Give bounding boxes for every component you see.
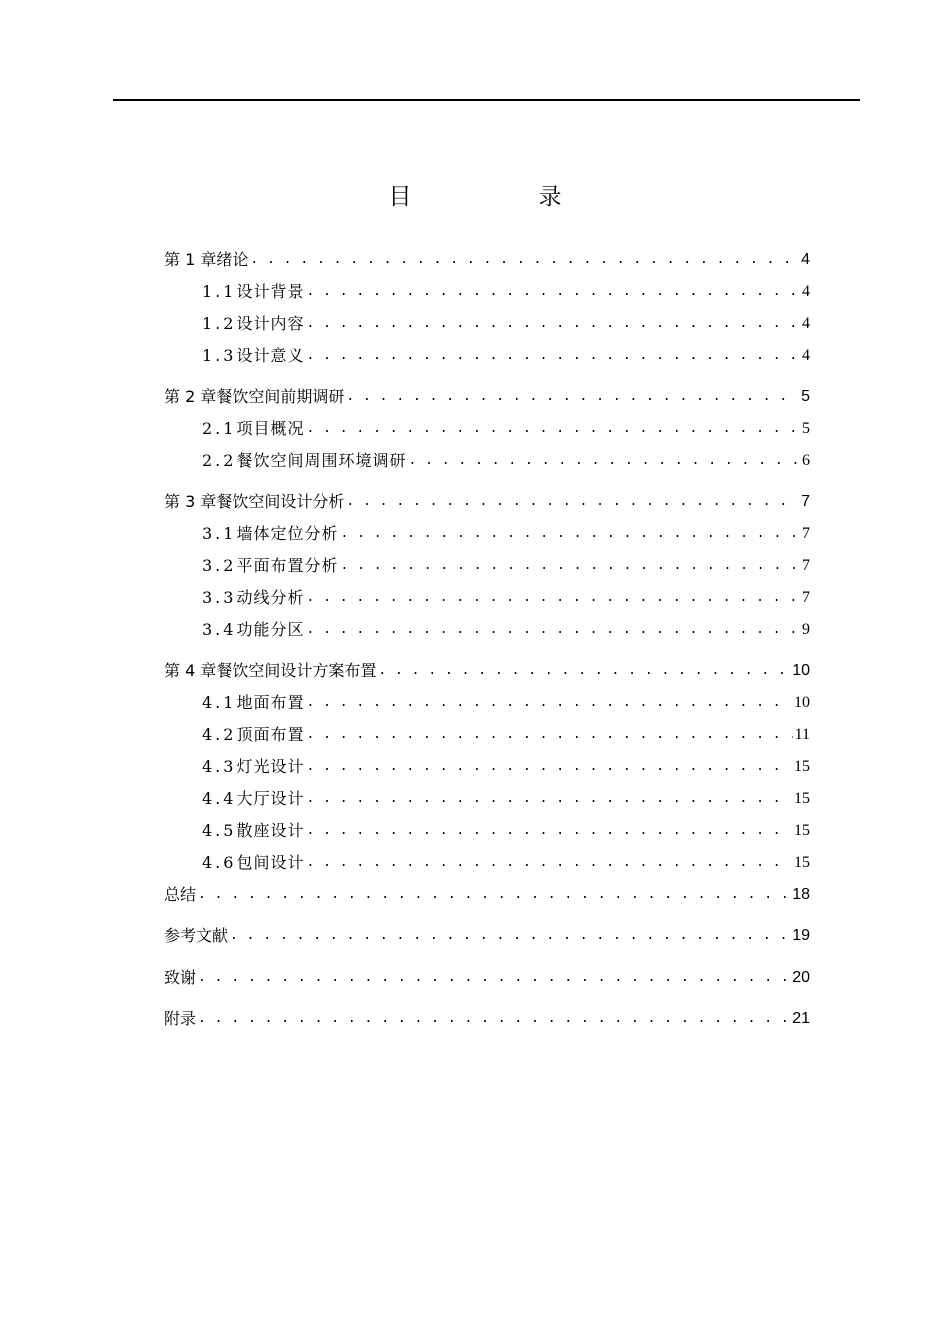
- dot-leader: [346, 386, 799, 408]
- toc-page: 7: [802, 525, 810, 542]
- toc-label: 餐饮空间设计方案布置: [216, 661, 377, 680]
- toc-entry[interactable]: [202, 820, 810, 842]
- toc-label: 设计意义: [236, 346, 305, 365]
- toc-entry[interactable]: [202, 313, 810, 335]
- toc-label: 餐饮空间设计分析: [216, 492, 345, 511]
- toc-label: 餐饮空间前期调研: [216, 387, 345, 406]
- toc-entry[interactable]: [164, 967, 810, 989]
- toc-label: 散座设计: [236, 821, 305, 840]
- toc-label: 项目概况: [236, 419, 305, 438]
- toc-entry[interactable]: [164, 249, 810, 271]
- toc-number: 3.3: [202, 588, 237, 607]
- toc-number: 第 1 章: [164, 250, 217, 269]
- dot-leader: [306, 692, 792, 714]
- toc-entry[interactable]: [202, 418, 810, 440]
- toc-entry[interactable]: [164, 925, 810, 947]
- dot-leader: [230, 925, 790, 947]
- toc-entry[interactable]: [202, 523, 810, 545]
- dot-leader: [346, 491, 799, 513]
- toc-label: 设计内容: [236, 314, 305, 333]
- toc-label: 致谢: [164, 968, 197, 987]
- toc-entry[interactable]: [164, 386, 810, 408]
- dot-leader: [306, 313, 800, 335]
- toc-number: 第 2 章: [164, 387, 217, 406]
- toc-page: 4: [801, 251, 810, 268]
- dot-leader: [306, 418, 800, 440]
- toc-page: 18: [792, 886, 810, 903]
- dot-leader: [306, 724, 792, 746]
- toc-label: 动线分析: [236, 588, 305, 607]
- toc-page: 15: [794, 822, 810, 839]
- toc-page: 9: [802, 621, 810, 638]
- toc-number: 4.3: [202, 757, 237, 776]
- toc-number: 4.5: [202, 821, 237, 840]
- toc-entry[interactable]: [202, 281, 810, 303]
- toc-label: 灯光设计: [236, 757, 305, 776]
- toc-number: 2.2: [202, 451, 237, 470]
- toc-label: 墙体定位分析: [236, 524, 339, 543]
- toc-entry[interactable]: [202, 756, 810, 778]
- toc-page: 15: [794, 758, 810, 775]
- toc-number: 第 3 章: [164, 492, 217, 511]
- toc-page: 15: [794, 790, 810, 807]
- toc-number: 1.2: [202, 314, 237, 333]
- toc-label: 大厅设计: [236, 789, 305, 808]
- toc-entry[interactable]: [202, 692, 810, 714]
- toc-number: 4.2: [202, 725, 237, 744]
- toc-entry[interactable]: [202, 852, 810, 874]
- dot-leader: [250, 249, 799, 271]
- toc-page: 20: [792, 969, 810, 986]
- toc-number: 4.6: [202, 853, 237, 872]
- toc-label: 设计背景: [236, 282, 305, 301]
- toc-entry[interactable]: [202, 788, 810, 810]
- toc-page: 7: [802, 589, 810, 606]
- dot-leader: [306, 345, 800, 367]
- toc-page: 4: [802, 283, 810, 300]
- toc-label: 顶面布置: [236, 725, 305, 744]
- toc-label: 总结: [164, 885, 197, 904]
- dot-leader: [340, 555, 800, 577]
- toc-page: 4: [802, 315, 810, 332]
- dot-leader: [408, 450, 800, 472]
- dot-leader: [198, 884, 790, 906]
- toc-entry[interactable]: [202, 619, 810, 641]
- dot-leader: [306, 281, 800, 303]
- toc-page: 6: [802, 452, 810, 469]
- toc-label: 包间设计: [236, 853, 305, 872]
- toc-page: 4: [802, 347, 810, 364]
- toc-page: 5: [801, 388, 810, 405]
- toc-entry[interactable]: [202, 450, 810, 472]
- toc-page: 11: [794, 726, 810, 743]
- dot-leader: [378, 660, 790, 682]
- toc-page: 19: [792, 927, 810, 944]
- toc-page: 7: [801, 493, 810, 510]
- toc-entry[interactable]: [164, 1008, 810, 1030]
- dot-leader: [306, 587, 800, 609]
- toc-number: 3.1: [202, 524, 237, 543]
- toc-entry[interactable]: [164, 491, 810, 513]
- toc-page: 10: [794, 694, 810, 711]
- dot-leader: [306, 619, 800, 641]
- toc-page: 7: [802, 557, 810, 574]
- page-title: 目 录: [388, 184, 614, 210]
- toc-page: 5: [802, 420, 810, 437]
- dot-leader: [306, 852, 792, 874]
- dot-leader: [306, 756, 792, 778]
- toc-label: 地面布置: [236, 693, 305, 712]
- toc-label: 附录: [164, 1009, 197, 1028]
- dot-leader: [306, 820, 792, 842]
- toc-entry[interactable]: [202, 724, 810, 746]
- header-rule: [113, 99, 860, 101]
- toc-number: 1.1: [202, 282, 237, 301]
- toc-entry[interactable]: [164, 660, 810, 682]
- toc-number: 3.4: [202, 620, 237, 639]
- toc-page: 15: [794, 854, 810, 871]
- toc-number: 1.3: [202, 346, 237, 365]
- toc-page: 21: [792, 1010, 810, 1027]
- toc-number: 4.1: [202, 693, 237, 712]
- toc-number: 4.4: [202, 789, 237, 808]
- toc-label: 参考文献: [164, 926, 229, 945]
- toc-number: 第 4 章: [164, 661, 217, 680]
- dot-leader: [340, 523, 800, 545]
- toc-entry[interactable]: [164, 884, 810, 906]
- dot-leader: [198, 967, 790, 989]
- toc-entry[interactable]: [202, 555, 810, 577]
- toc-number: 3.2: [202, 556, 237, 575]
- toc-number: 2.1: [202, 419, 237, 438]
- toc-label: 平面布置分析: [236, 556, 339, 575]
- toc-label: 绪论: [216, 250, 249, 269]
- toc-entry[interactable]: [202, 587, 810, 609]
- toc-page: 10: [792, 662, 810, 679]
- toc-label: 功能分区: [236, 620, 305, 639]
- toc-entry[interactable]: [202, 345, 810, 367]
- dot-leader: [306, 788, 792, 810]
- toc-label: 餐饮空间周围环境调研: [236, 451, 407, 470]
- dot-leader: [198, 1008, 790, 1030]
